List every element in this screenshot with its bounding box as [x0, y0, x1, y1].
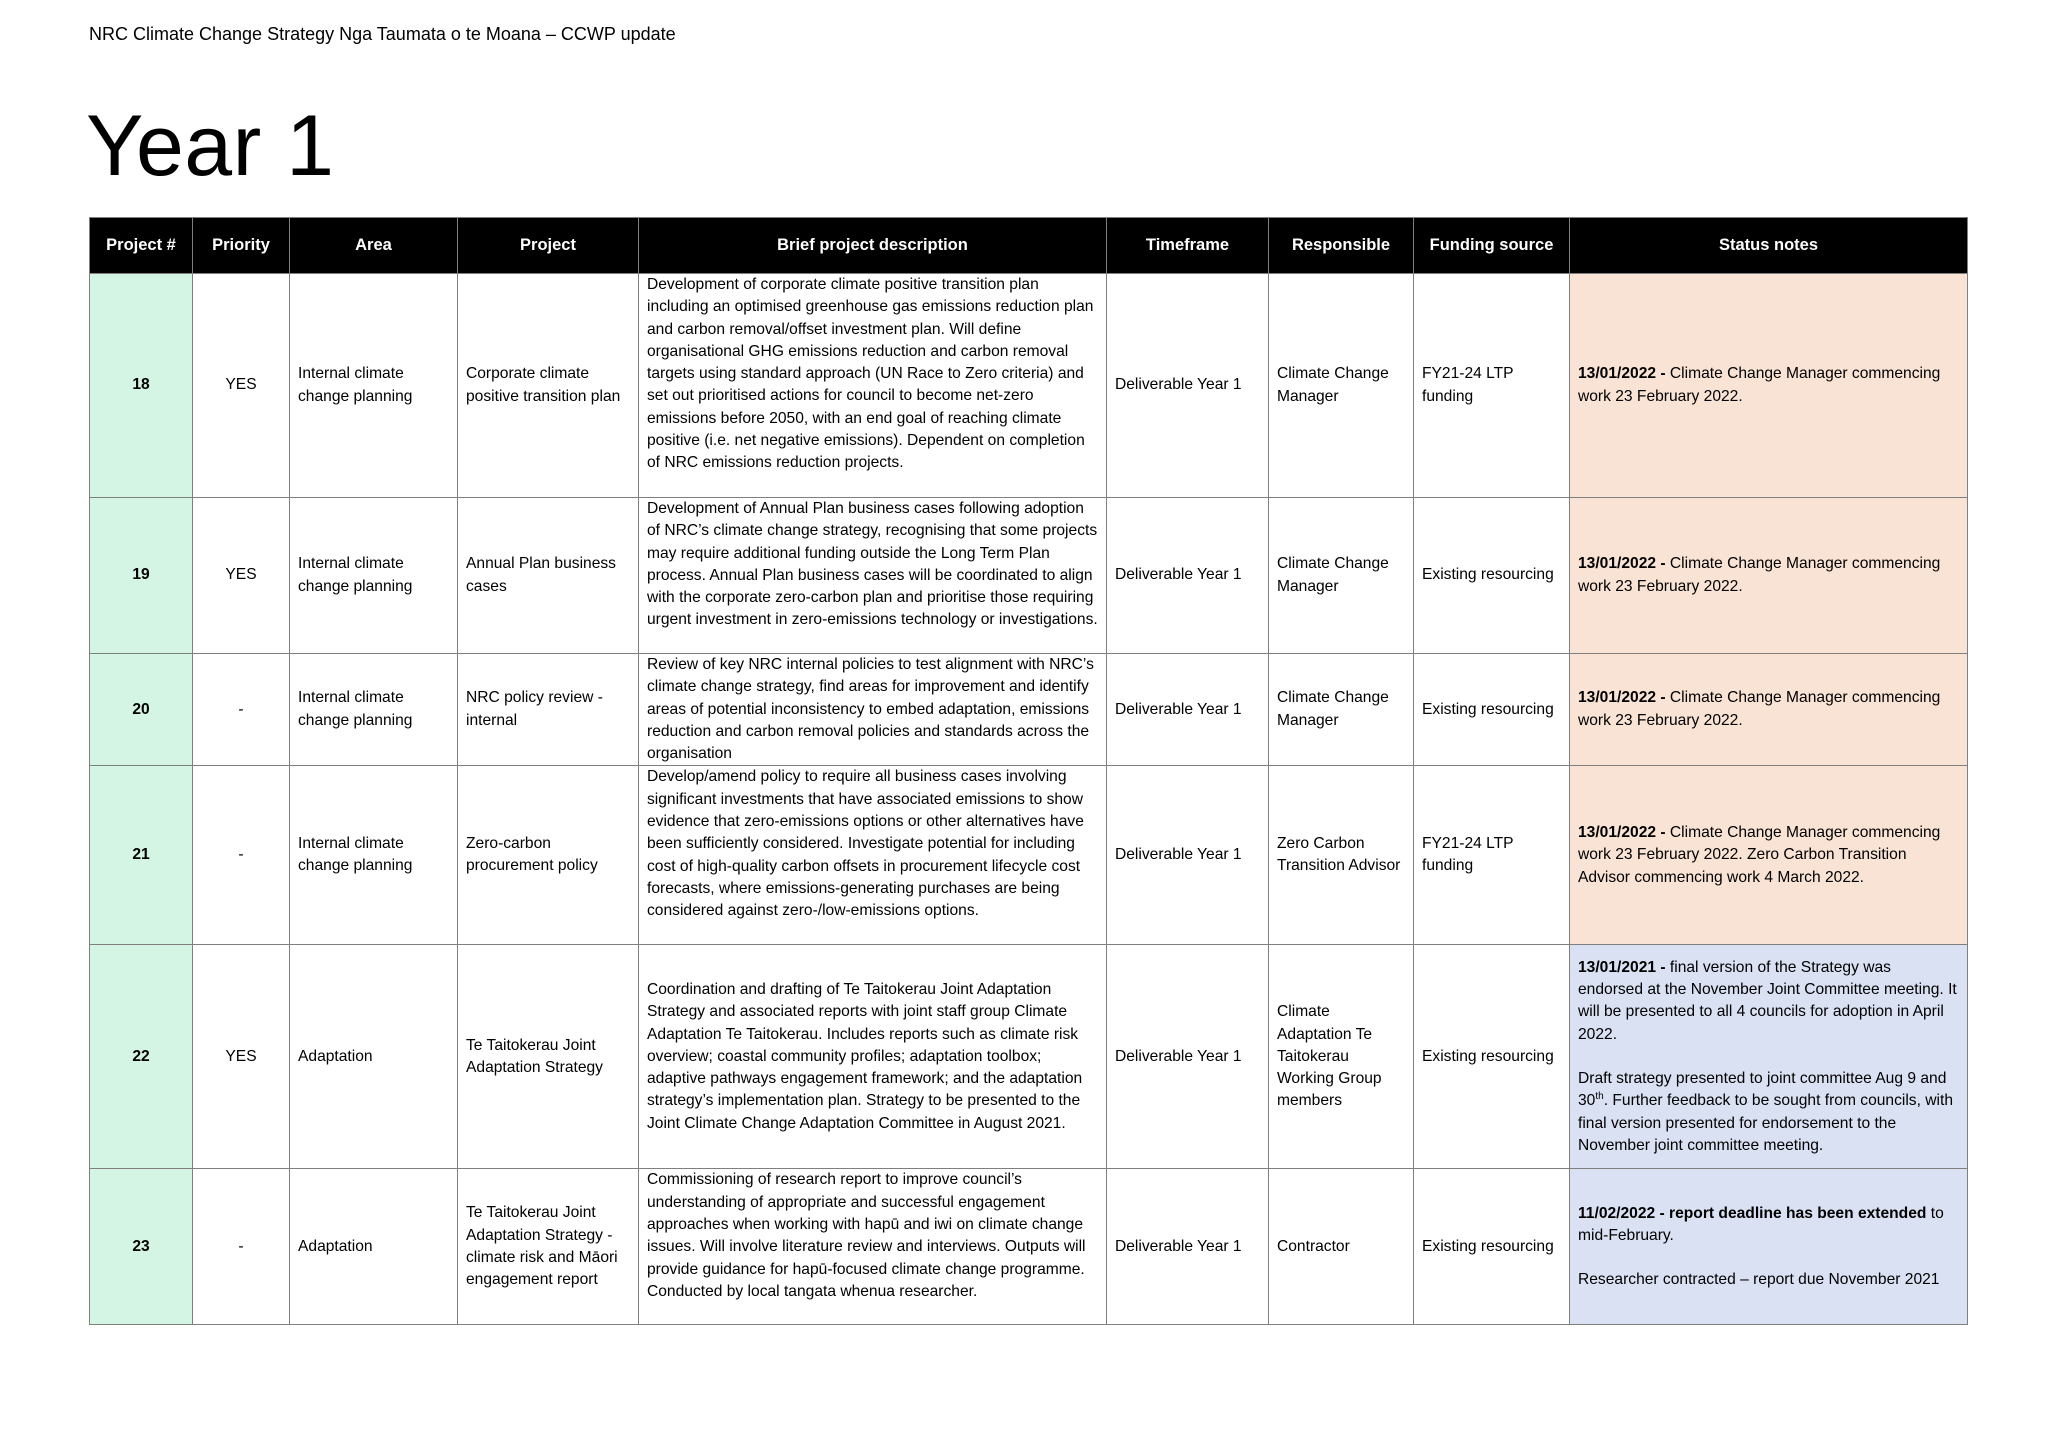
funding-source: Existing resourcing [1414, 1169, 1570, 1325]
col-header-responsible: Responsible [1269, 218, 1414, 274]
area: Internal climate change planning [290, 766, 458, 945]
responsible: Climate Change Manager [1269, 654, 1414, 766]
project-description: Coordination and drafting of Te Taitokerau Joint Adaptation Strategy and associated reports with joint staff group Climate Adaptation Te Taitokerau. Includes reports such as climate risk overview; coastal community profiles; adaptation toolbox; adaptive pathways engagement framework; and the adaptation strategy’s implementation plan. Strategy to be presented to the Joint Climate Change Adaptation Committee in August 2021. [639, 945, 1107, 1169]
table-header-row [90, 218, 1968, 274]
status-note-date: 13/01/2022 - [1578, 824, 1666, 842]
status-note-date: 13/01/2022 - [1578, 555, 1666, 573]
status-note [1578, 1068, 1959, 1157]
status-notes [1570, 274, 1968, 498]
status-notes [1570, 766, 1968, 945]
col-header-priority: Priority [193, 218, 290, 274]
timeframe: Deliverable Year 1 [1107, 766, 1269, 945]
ordinal-suffix: th [1595, 1091, 1604, 1103]
project-name: Zero-carbon procurement policy [458, 766, 639, 945]
project-number: 21 [90, 766, 193, 945]
priority: YES [193, 945, 290, 1169]
timeframe: Deliverable Year 1 [1107, 1169, 1269, 1325]
project-number: 20 [90, 654, 193, 766]
col-header-status: Status notes [1570, 218, 1968, 274]
project-number: 19 [90, 498, 193, 654]
project-number: 23 [90, 1169, 193, 1325]
funding-source: Existing resourcing [1414, 654, 1570, 766]
status-note-text: Climate Change Manager commencing work 23 February 2022. [1578, 365, 1941, 405]
timeframe: Deliverable Year 1 [1107, 274, 1269, 498]
priority: - [193, 654, 290, 766]
responsible: Contractor [1269, 1169, 1414, 1325]
col-header-project: Project [458, 218, 639, 274]
status-note-text: Climate Change Manager commencing work 23 February 2022. Zero Carbon Transition Advisor commencing work 4 March 2022. [1578, 824, 1941, 886]
running-header: NRC Climate Change Strategy Nga Taumata o te Moana – CCWP update [89, 24, 676, 44]
project-description: Review of key NRC internal policies to test alignment with NRC’s climate change strategy, find areas for improvement and identify areas of potential inconsistency to embed adaptation, emissions reduction and carbon removal policies and standards across the organisation [639, 654, 1107, 766]
table-row [90, 498, 1968, 654]
page-title: Year 1 [86, 98, 335, 194]
priority: YES [193, 274, 290, 498]
status-note-text: . Further feedback to be sought from councils, with final version presented for endorsement to the November joint committee meeting. [1578, 1092, 1954, 1154]
project-name: Corporate climate positive transition plan [458, 274, 639, 498]
status-note-date: 13/01/2022 - [1578, 689, 1666, 707]
project-description: Commissioning of research report to improve council’s understanding of appropriate and successful engagement approaches when working with hapū and iwi on climate change issues. Will involve literature review and interviews. Outputs will provide guidance for hapū-focused climate change programme. Conducted by local tangata whenua researcher. [639, 1169, 1107, 1325]
status-notes [1570, 945, 1968, 1169]
timeframe: Deliverable Year 1 [1107, 945, 1269, 1169]
status-note-bold: 11/02/2022 - report deadline has been extended [1578, 1204, 1927, 1222]
area: Adaptation [290, 945, 458, 1169]
table-row [90, 766, 1968, 945]
col-header-timeframe: Timeframe [1107, 218, 1269, 274]
responsible: Climate Adaptation Te Taitokerau Working Group members [1269, 945, 1414, 1169]
project-name: NRC policy review - internal [458, 654, 639, 766]
priority: - [193, 766, 290, 945]
funding-source: FY21-24 LTP funding [1414, 766, 1570, 945]
col-header-project-num: Project # [90, 218, 193, 274]
status-notes [1570, 654, 1968, 766]
status-note-text: final version of the Strategy was endorsed at the November Joint Committee meeting. It will be presented to all 4 councils for adoption in April 2022. [1578, 958, 1957, 1043]
project-name: Te Taitokerau Joint Adaptation Strategy [458, 945, 639, 1169]
status-note [1578, 957, 1959, 1046]
project-description: Development of corporate climate positive transition plan including an optimised greenhouse gas emissions reduction plan and carbon removal/offset investment plan. Will define organisational GHG emissions reduction and carbon removal targets using standard approach (UN Race to Zero criteria) and set out prioritised actions for council to become net-zero emissions before 2050, with an end goal of reaching climate positive (i.e. net negative emissions). Dependent on completion of NRC emissions reduction projects. [639, 274, 1107, 498]
timeframe: Deliverable Year 1 [1107, 654, 1269, 766]
project-description: Development of Annual Plan business cases following adoption of NRC’s climate change strategy, recognising that some projects may require additional funding outside the Long Term Plan process. Annual Plan business cases will be coordinated to align with the corporate zero-carbon plan and prioritise those requiring urgent investment in zero-emissions technology or investigations. [639, 498, 1107, 654]
timeframe: Deliverable Year 1 [1107, 498, 1269, 654]
area: Internal climate change planning [290, 498, 458, 654]
area: Internal climate change planning [290, 274, 458, 498]
responsible: Climate Change Manager [1269, 274, 1414, 498]
funding-source: Existing resourcing [1414, 498, 1570, 654]
table-row [90, 945, 1968, 1169]
col-header-funding: Funding source [1414, 218, 1570, 274]
col-header-area: Area [290, 218, 458, 274]
status-note: Researcher contracted – report due November 2021 [1578, 1271, 1940, 1289]
project-table [89, 217, 1968, 1325]
status-notes [1570, 1169, 1968, 1325]
status-note-date: 13/01/2021 - [1578, 958, 1666, 976]
table-row [90, 1169, 1968, 1325]
project-number: 18 [90, 274, 193, 498]
area: Internal climate change planning [290, 654, 458, 766]
priority: - [193, 1169, 290, 1325]
area: Adaptation [290, 1169, 458, 1325]
project-name: Te Taitokerau Joint Adaptation Strategy - climate risk and Māori engagement report [458, 1169, 639, 1325]
funding-source: FY21-24 LTP funding [1414, 274, 1570, 498]
table-row [90, 274, 1968, 498]
status-note [1578, 1203, 1959, 1248]
status-note-text: Draft strategy presented to joint committee Aug 9 and 30 [1578, 1069, 1947, 1110]
project-number: 22 [90, 945, 193, 1169]
col-header-description: Brief project description [639, 218, 1107, 274]
status-note-text: Climate Change Manager commencing work 23 February 2022. [1578, 689, 1941, 729]
status-note-date: 13/01/2022 - [1578, 365, 1666, 383]
project-description: Develop/amend policy to require all business cases involving significant investments that have associated emissions to show evidence that zero-emissions options or other alternatives have been sufficiently considered. Investigate potential for including cost of high-quality carbon offsets in procurement lifecycle cost forecasts, where emissions-generating purchases are being considered against zero-/low-emissions options. [639, 766, 1107, 945]
funding-source: Existing resourcing [1414, 945, 1570, 1169]
project-name: Annual Plan business cases [458, 498, 639, 654]
status-note-text: to mid-February. [1578, 1204, 1944, 1244]
status-note-text: Climate Change Manager commencing work 23 February 2022. [1578, 555, 1941, 595]
table-row [90, 654, 1968, 766]
responsible: Zero Carbon Transition Advisor [1269, 766, 1414, 945]
priority: YES [193, 498, 290, 654]
status-notes [1570, 498, 1968, 654]
responsible: Climate Change Manager [1269, 498, 1414, 654]
